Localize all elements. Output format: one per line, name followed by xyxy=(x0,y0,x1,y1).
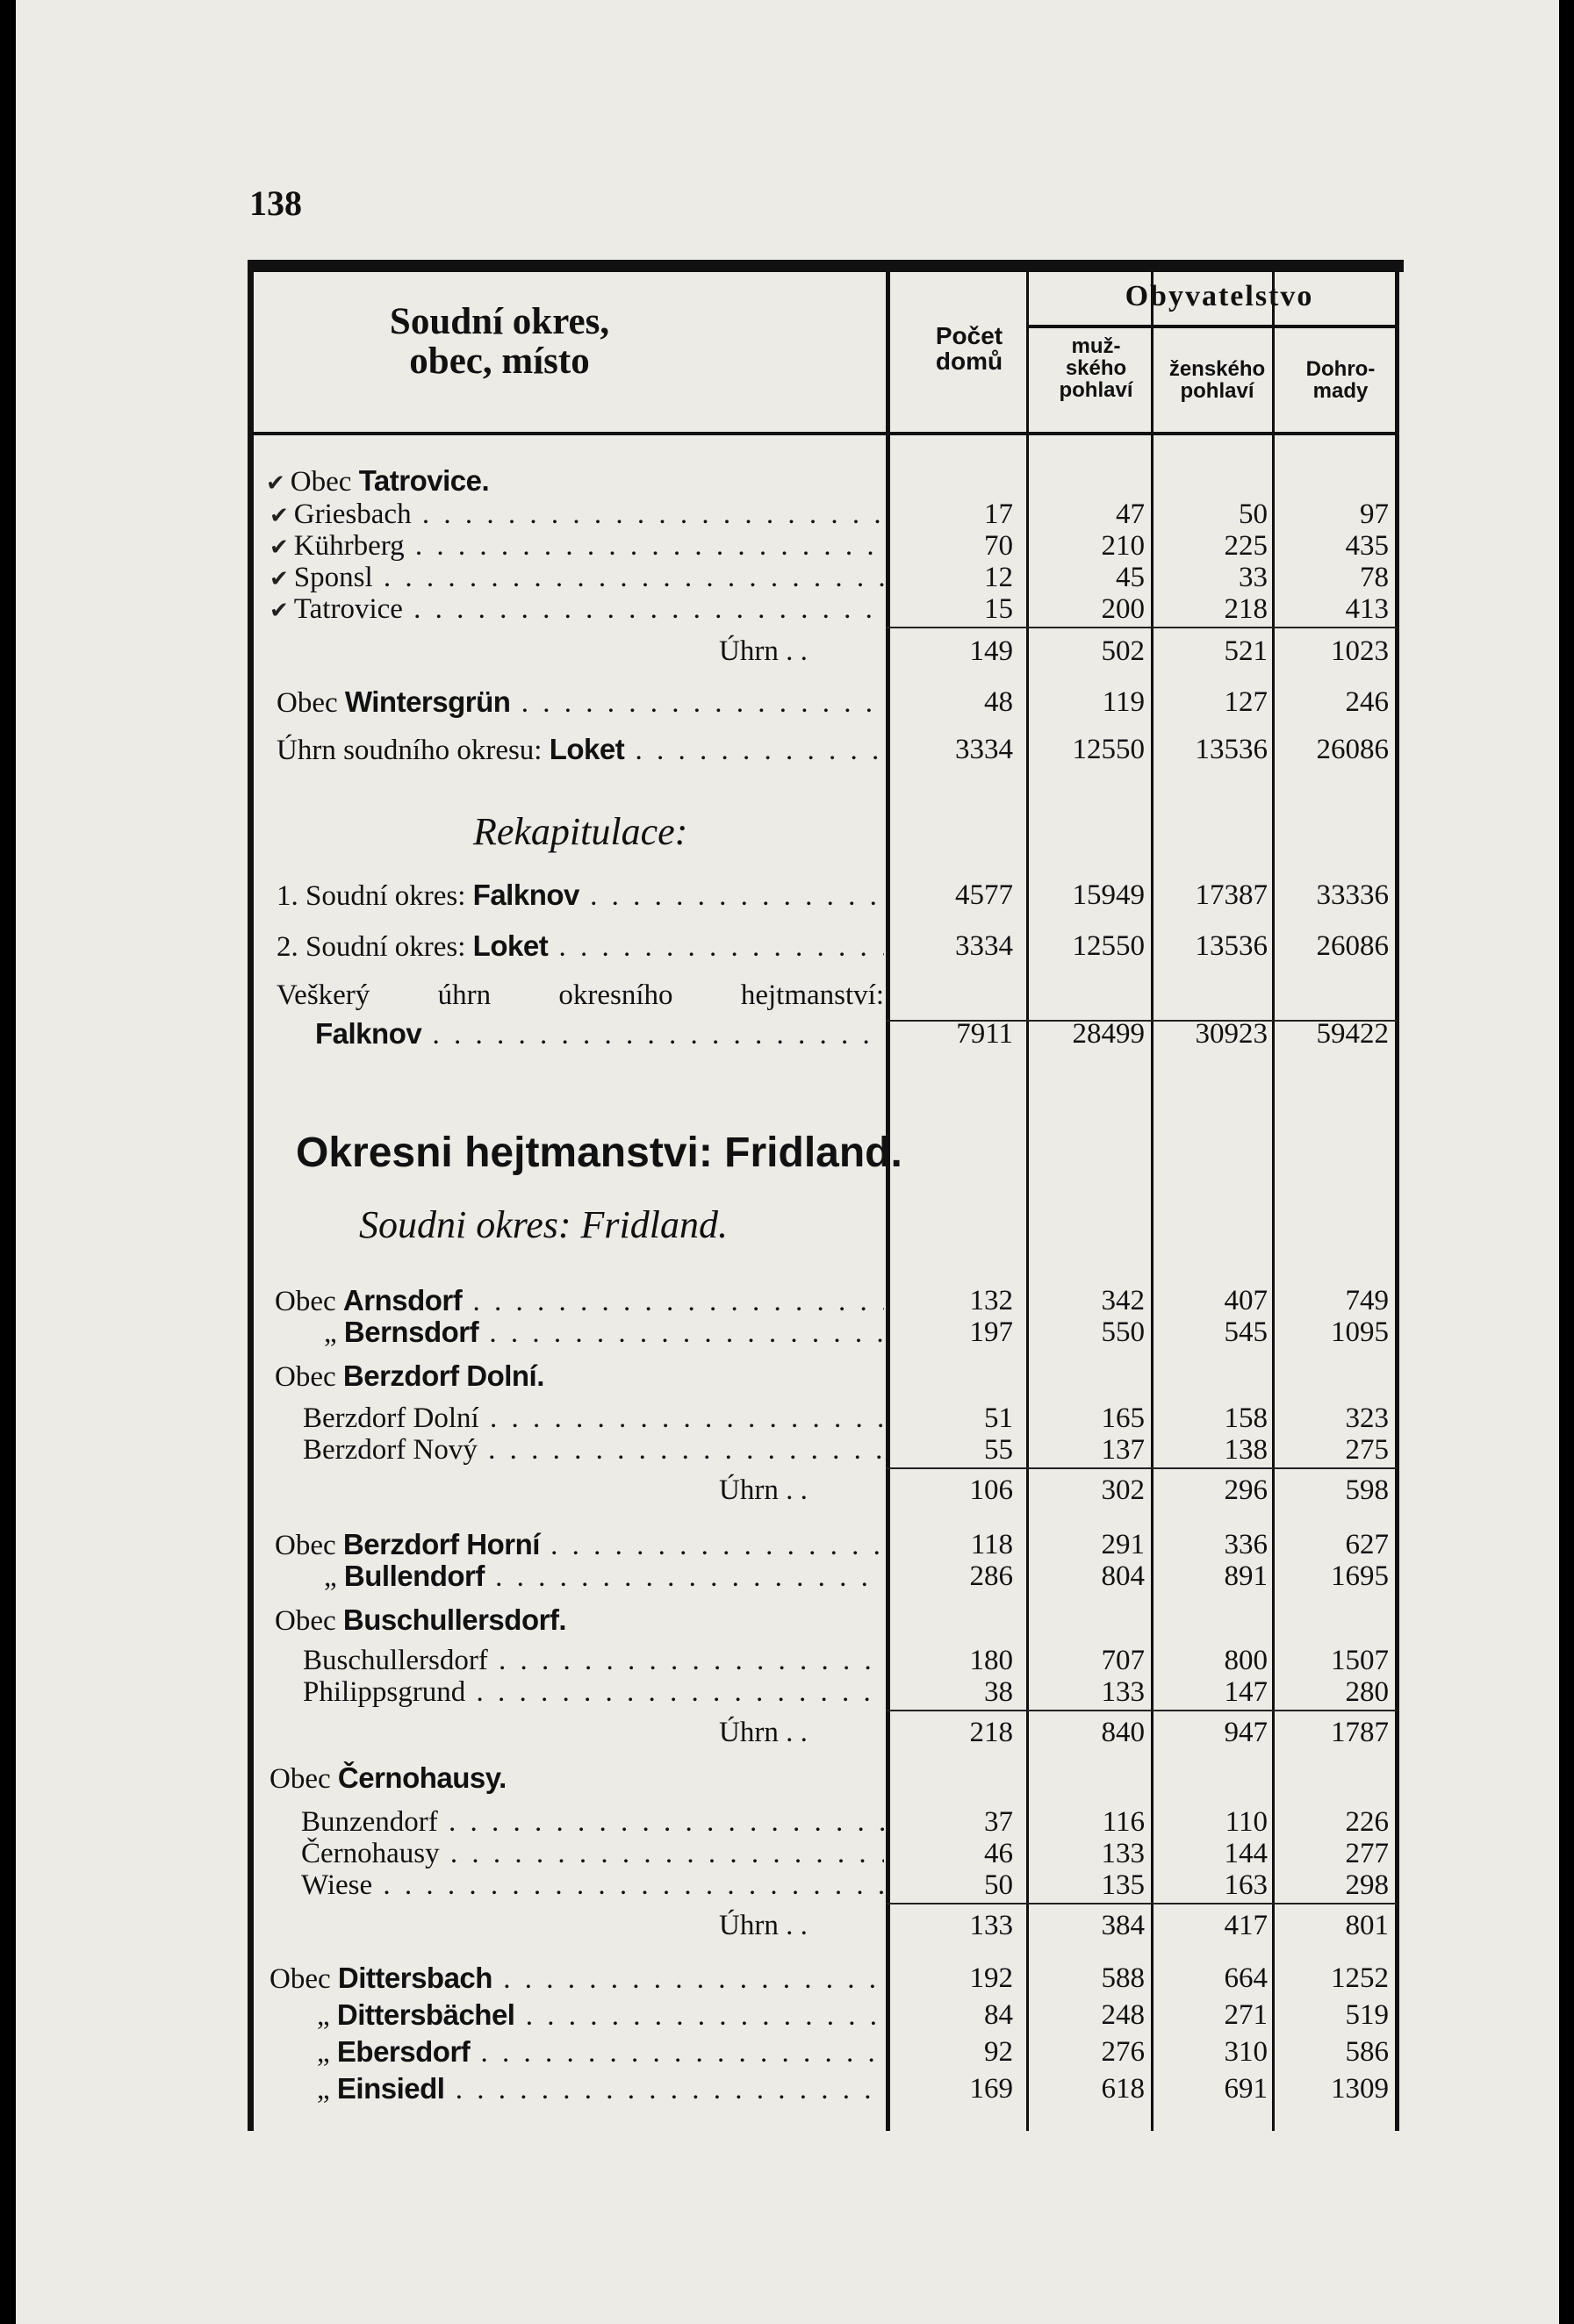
sum-label: Úhrn . . xyxy=(719,1910,808,1941)
header-men-line: ského xyxy=(1065,356,1127,381)
commune-name: Bullendorf xyxy=(343,1560,485,1592)
sum-row xyxy=(254,1715,1404,1750)
sum-label: Úhrn . . xyxy=(719,635,808,667)
commune-name: Bernsdorf xyxy=(343,1316,479,1348)
women-value: 800 xyxy=(1224,1645,1268,1676)
table-row xyxy=(254,2034,1404,2069)
women-value: 144 xyxy=(1224,1838,1268,1869)
header-houses-line: Počet xyxy=(935,322,1003,349)
houses-value: 51 xyxy=(984,1402,1013,1434)
row-label xyxy=(277,878,884,914)
commune-name: Ebersdorf xyxy=(336,2035,471,2068)
recap-heading: Rekapitulace: xyxy=(473,810,688,853)
header-total-column xyxy=(1279,358,1402,402)
place-name: Černohausy xyxy=(301,1838,440,1869)
district-name: Loket xyxy=(549,733,625,765)
total-value: 275 xyxy=(1345,1434,1389,1466)
checkmark-icon: ✔ xyxy=(270,534,289,561)
women-value: 50 xyxy=(1239,499,1268,530)
checkmark-icon: ✔ xyxy=(270,598,289,624)
place-name: Sponsl xyxy=(293,562,373,593)
row-label xyxy=(324,1559,884,1595)
total-value: 1252 xyxy=(1331,1962,1389,1994)
recap-row xyxy=(254,878,1404,913)
women-value: 296 xyxy=(1224,1474,1268,1506)
women-value: 417 xyxy=(1224,1910,1268,1941)
district-heading: Okresni hejtmanstvi: Fridland. xyxy=(296,1130,902,1176)
commune-title-row xyxy=(254,463,1404,499)
header-subrule xyxy=(1026,325,1399,328)
table-row xyxy=(254,685,1404,720)
men-value: 200 xyxy=(1101,593,1145,625)
total-value: 78 xyxy=(1360,562,1389,593)
header-women-line: pohlaví xyxy=(1180,379,1254,404)
ditto-mark: „ xyxy=(317,2000,330,2032)
total-value: 246 xyxy=(1345,686,1389,718)
table-row xyxy=(254,1315,1404,1350)
houses-value: 133 xyxy=(969,1910,1013,1941)
women-value: 947 xyxy=(1224,1717,1268,1748)
header-place-column xyxy=(254,302,745,381)
table-row xyxy=(254,1961,1404,1996)
total-value: 749 xyxy=(1345,1285,1389,1316)
men-value: 135 xyxy=(1101,1869,1145,1901)
women-value: 127 xyxy=(1224,686,1268,718)
checkmark-icon: ✔ xyxy=(270,503,289,529)
table-row xyxy=(254,1675,1404,1710)
commune-name: Einsiedl xyxy=(336,2072,445,2105)
sum-rule xyxy=(886,1467,1397,1469)
women-value: 158 xyxy=(1224,1402,1268,1434)
women-value: 33 xyxy=(1239,562,1268,593)
women-value: 110 xyxy=(1225,1806,1268,1838)
commune-prefix: Obec xyxy=(275,1286,336,1317)
ditto-mark: „ xyxy=(317,2074,330,2105)
men-value: 588 xyxy=(1101,1962,1145,1994)
header-rule xyxy=(254,432,1399,435)
women-value: 545 xyxy=(1224,1316,1268,1348)
women-value: 17387 xyxy=(1195,879,1268,911)
total-value: 1695 xyxy=(1331,1560,1389,1592)
men-value: 302 xyxy=(1101,1474,1145,1506)
checkmark-icon: ✔ xyxy=(270,566,289,592)
total-value: 519 xyxy=(1345,1999,1389,2031)
houses-value: 286 xyxy=(969,1560,1013,1592)
row-label xyxy=(275,1603,566,1639)
houses-value: 50 xyxy=(984,1869,1013,1901)
header-total-line: mady xyxy=(1312,379,1369,404)
place-name: Kührberg xyxy=(293,530,405,562)
header-total-line: Dohro- xyxy=(1305,357,1376,381)
table-row xyxy=(254,1868,1404,1903)
houses-value: 84 xyxy=(984,1999,1013,2031)
commune-name: Dittersbach xyxy=(337,1962,492,1994)
total-value: 59422 xyxy=(1316,1018,1389,1050)
men-value: 119 xyxy=(1102,686,1145,718)
grand-total-caption-row xyxy=(254,978,1404,1013)
header-title-line: obec, místo xyxy=(409,341,590,383)
place-name: Wiese xyxy=(301,1869,373,1901)
table-row xyxy=(254,497,1404,532)
ditto-mark: „ xyxy=(324,1317,337,1349)
houses-value: 38 xyxy=(984,1676,1013,1708)
statistics-table xyxy=(248,260,1404,2131)
row-label xyxy=(266,463,489,501)
sum-rule xyxy=(886,1710,1397,1711)
men-value: 15949 xyxy=(1072,879,1145,911)
commune-name: Buschullersdorf. xyxy=(342,1603,567,1636)
total-value: 1309 xyxy=(1331,2073,1389,2105)
houses-value: 132 xyxy=(969,1285,1013,1316)
row-label xyxy=(301,1868,884,1903)
houses-value: 180 xyxy=(969,1645,1013,1676)
commune-name: Berzdorf Horní xyxy=(342,1528,540,1560)
recap-prefix: 2. Soudní okres: xyxy=(277,931,466,963)
houses-value: 70 xyxy=(984,530,1013,562)
men-value: 12550 xyxy=(1072,930,1145,962)
row-label xyxy=(277,685,884,721)
commune-name: Černohausy. xyxy=(337,1761,507,1794)
women-value: 691 xyxy=(1224,2073,1268,2105)
row-label xyxy=(303,1643,884,1678)
header-women-column xyxy=(1158,358,1276,402)
women-value: 664 xyxy=(1224,1962,1268,1994)
grand-total-caption: Veškerý úhrn okresního hejtmanství: xyxy=(277,979,884,1011)
table-row xyxy=(254,2071,1404,2106)
row-label xyxy=(277,732,884,768)
houses-value: 218 xyxy=(969,1717,1013,1748)
men-value: 342 xyxy=(1101,1285,1145,1316)
row-label xyxy=(301,1836,884,1871)
table-row xyxy=(254,1836,1404,1871)
total-value: 598 xyxy=(1345,1474,1389,1506)
header-houses-column xyxy=(903,323,1035,375)
commune-prefix: Obec xyxy=(277,687,338,719)
page-number: 138 xyxy=(249,183,302,223)
commune-prefix: Obec xyxy=(275,1361,336,1393)
court-district-heading: Soudni okres: Fridland. xyxy=(359,1203,728,1246)
houses-value: 92 xyxy=(984,2036,1013,2068)
women-value: 30923 xyxy=(1195,1018,1268,1050)
sum-row xyxy=(254,1908,1404,1943)
men-value: 165 xyxy=(1101,1402,1145,1434)
men-value: 550 xyxy=(1101,1316,1145,1348)
district-total-row xyxy=(254,732,1404,767)
recap-row xyxy=(254,929,1404,964)
row-label xyxy=(315,1016,884,1052)
men-value: 137 xyxy=(1101,1434,1145,1466)
commune-title-row xyxy=(254,1603,1404,1638)
women-value: 13536 xyxy=(1195,734,1268,765)
men-value: 133 xyxy=(1101,1838,1145,1869)
row-label xyxy=(270,1961,884,1997)
place-name: Griesbach xyxy=(293,499,412,530)
table-row xyxy=(254,1559,1404,1594)
women-value: 163 xyxy=(1224,1869,1268,1901)
women-value: 310 xyxy=(1224,2036,1268,2068)
commune-prefix: Obec xyxy=(275,1530,336,1561)
total-value: 298 xyxy=(1345,1869,1389,1901)
commune-prefix: Obec xyxy=(275,1605,336,1637)
sum-rule xyxy=(886,627,1397,628)
district-name: Loket xyxy=(472,929,549,962)
women-value: 891 xyxy=(1224,1560,1268,1592)
total-value: 413 xyxy=(1345,593,1389,625)
header-population: Obyvatelstvo xyxy=(1125,280,1314,312)
district-name: Falknov xyxy=(472,879,579,911)
table-row xyxy=(254,560,1404,595)
commune-name: Arnsdorf xyxy=(342,1284,463,1316)
women-value: 336 xyxy=(1224,1529,1268,1560)
header-women-line: ženského xyxy=(1168,357,1266,381)
place-name: Philippsgrund xyxy=(303,1676,466,1708)
total-value: 26086 xyxy=(1316,734,1389,765)
district-name: Falknov xyxy=(315,1017,422,1050)
men-value: 45 xyxy=(1116,562,1145,593)
men-value: 133 xyxy=(1101,1676,1145,1708)
row-label xyxy=(301,1804,884,1840)
total-value: 277 xyxy=(1345,1838,1389,1869)
men-value: 502 xyxy=(1101,635,1145,667)
total-value: 1787 xyxy=(1331,1717,1389,1748)
men-value: 618 xyxy=(1101,2073,1145,2105)
table-row xyxy=(254,1804,1404,1840)
row-label xyxy=(317,2071,884,2107)
total-value: 26086 xyxy=(1316,930,1389,962)
women-value: 407 xyxy=(1224,1285,1268,1316)
houses-value: 48 xyxy=(984,686,1013,718)
men-value: 840 xyxy=(1101,1717,1145,1748)
houses-value: 15 xyxy=(984,593,1013,625)
sum-rule xyxy=(886,1903,1397,1904)
houses-value: 3334 xyxy=(955,930,1013,962)
table-row xyxy=(254,528,1404,563)
sum-label: Úhrn . . xyxy=(719,1717,808,1748)
men-value: 248 xyxy=(1101,1999,1145,2031)
header-houses-line: domů xyxy=(935,348,1003,376)
women-value: 271 xyxy=(1224,1999,1268,2031)
total-value: 435 xyxy=(1345,530,1389,562)
houses-value: 55 xyxy=(984,1434,1013,1466)
table-row xyxy=(254,1527,1404,1562)
houses-value: 7911 xyxy=(956,1018,1013,1050)
total-value: 1023 xyxy=(1331,635,1389,667)
women-value: 147 xyxy=(1224,1676,1268,1708)
row-label xyxy=(275,1527,884,1563)
commune-name: Tatrovice. xyxy=(358,464,490,497)
place-name: Bunzendorf xyxy=(301,1806,438,1838)
sum-row xyxy=(254,1473,1404,1508)
men-value: 707 xyxy=(1101,1645,1145,1676)
header-title-line: Soudní okres, xyxy=(389,301,610,342)
women-value: 225 xyxy=(1224,530,1268,562)
houses-value: 169 xyxy=(969,2073,1013,2105)
sum-row xyxy=(254,634,1404,669)
total-value: 33336 xyxy=(1316,879,1389,911)
row-label xyxy=(275,1283,884,1319)
place-name: Berzdorf Dolní xyxy=(303,1402,479,1434)
checkmark-icon: ✔ xyxy=(266,470,285,497)
row-label xyxy=(303,1401,884,1436)
total-value: 323 xyxy=(1345,1402,1389,1434)
houses-value: 118 xyxy=(970,1529,1013,1560)
row-label xyxy=(270,592,884,628)
houses-value: 197 xyxy=(969,1316,1013,1348)
total-value: 586 xyxy=(1345,2036,1389,2068)
ditto-mark: „ xyxy=(317,2037,330,2069)
women-value: 218 xyxy=(1224,593,1268,625)
table-row xyxy=(254,1998,1404,2033)
row-label xyxy=(277,929,884,965)
commune-name: Berzdorf Dolní. xyxy=(342,1359,544,1392)
houses-value: 17 xyxy=(984,499,1013,530)
women-value: 138 xyxy=(1224,1434,1268,1466)
men-value: 276 xyxy=(1101,2036,1145,2068)
total-value: 97 xyxy=(1360,499,1389,530)
houses-value: 46 xyxy=(984,1838,1013,1869)
commune-prefix: Obec xyxy=(290,466,352,498)
houses-value: 3334 xyxy=(955,734,1013,765)
total-value: 226 xyxy=(1345,1806,1389,1838)
houses-value: 37 xyxy=(984,1806,1013,1838)
houses-value: 149 xyxy=(969,635,1013,667)
men-value: 12550 xyxy=(1072,734,1145,765)
commune-prefix: Obec xyxy=(270,1963,331,1995)
total-value: 1507 xyxy=(1331,1645,1389,1676)
commune-title-row xyxy=(254,1761,1404,1796)
houses-value: 106 xyxy=(969,1474,1013,1506)
commune-name: Dittersbächel xyxy=(336,1998,515,2031)
commune-title-row xyxy=(254,1359,1404,1394)
row-label xyxy=(317,2034,884,2070)
men-value: 116 xyxy=(1102,1806,1145,1838)
district-total-label: Úhrn soudního okresu: xyxy=(277,735,543,766)
row-label xyxy=(303,1432,884,1467)
men-value: 291 xyxy=(1101,1529,1145,1560)
men-value: 210 xyxy=(1101,530,1145,562)
women-value: 13536 xyxy=(1195,930,1268,962)
page xyxy=(16,0,1559,2324)
houses-value: 192 xyxy=(969,1962,1013,1994)
header-men-line: muž- xyxy=(1071,334,1121,358)
table-row xyxy=(254,1283,1404,1318)
total-value: 627 xyxy=(1345,1529,1389,1560)
place-name: Buschullersdorf xyxy=(303,1645,488,1676)
men-value: 47 xyxy=(1116,499,1145,530)
men-value: 804 xyxy=(1101,1560,1145,1592)
table-row xyxy=(254,1643,1404,1678)
total-value: 280 xyxy=(1345,1676,1389,1708)
table-row xyxy=(254,1432,1404,1467)
commune-prefix: Obec xyxy=(270,1763,331,1795)
grand-total-row xyxy=(254,1016,1404,1051)
women-value: 521 xyxy=(1224,635,1268,667)
houses-value: 4577 xyxy=(955,879,1013,911)
place-name: Berzdorf Nový xyxy=(303,1434,478,1466)
houses-value: 12 xyxy=(984,562,1013,593)
row-label xyxy=(317,1998,884,2034)
ditto-mark: „ xyxy=(324,1561,337,1593)
row-label xyxy=(303,1675,884,1710)
row-label xyxy=(324,1315,884,1351)
table-row xyxy=(254,1401,1404,1436)
men-value: 384 xyxy=(1101,1910,1145,1941)
recap-prefix: 1. Soudní okres: xyxy=(277,880,466,912)
header-men-line: pohlaví xyxy=(1059,378,1133,403)
sum-label: Úhrn . . xyxy=(719,1474,808,1506)
total-value: 1095 xyxy=(1331,1316,1389,1348)
header-men-column xyxy=(1037,335,1155,402)
men-value: 28499 xyxy=(1072,1018,1145,1050)
table-row xyxy=(254,592,1404,627)
total-value: 801 xyxy=(1345,1910,1389,1941)
row-label xyxy=(275,1359,544,1395)
commune-name: Wintersgrün xyxy=(344,685,511,718)
place-name: Tatrovice xyxy=(293,593,403,625)
row-label xyxy=(270,1761,507,1797)
